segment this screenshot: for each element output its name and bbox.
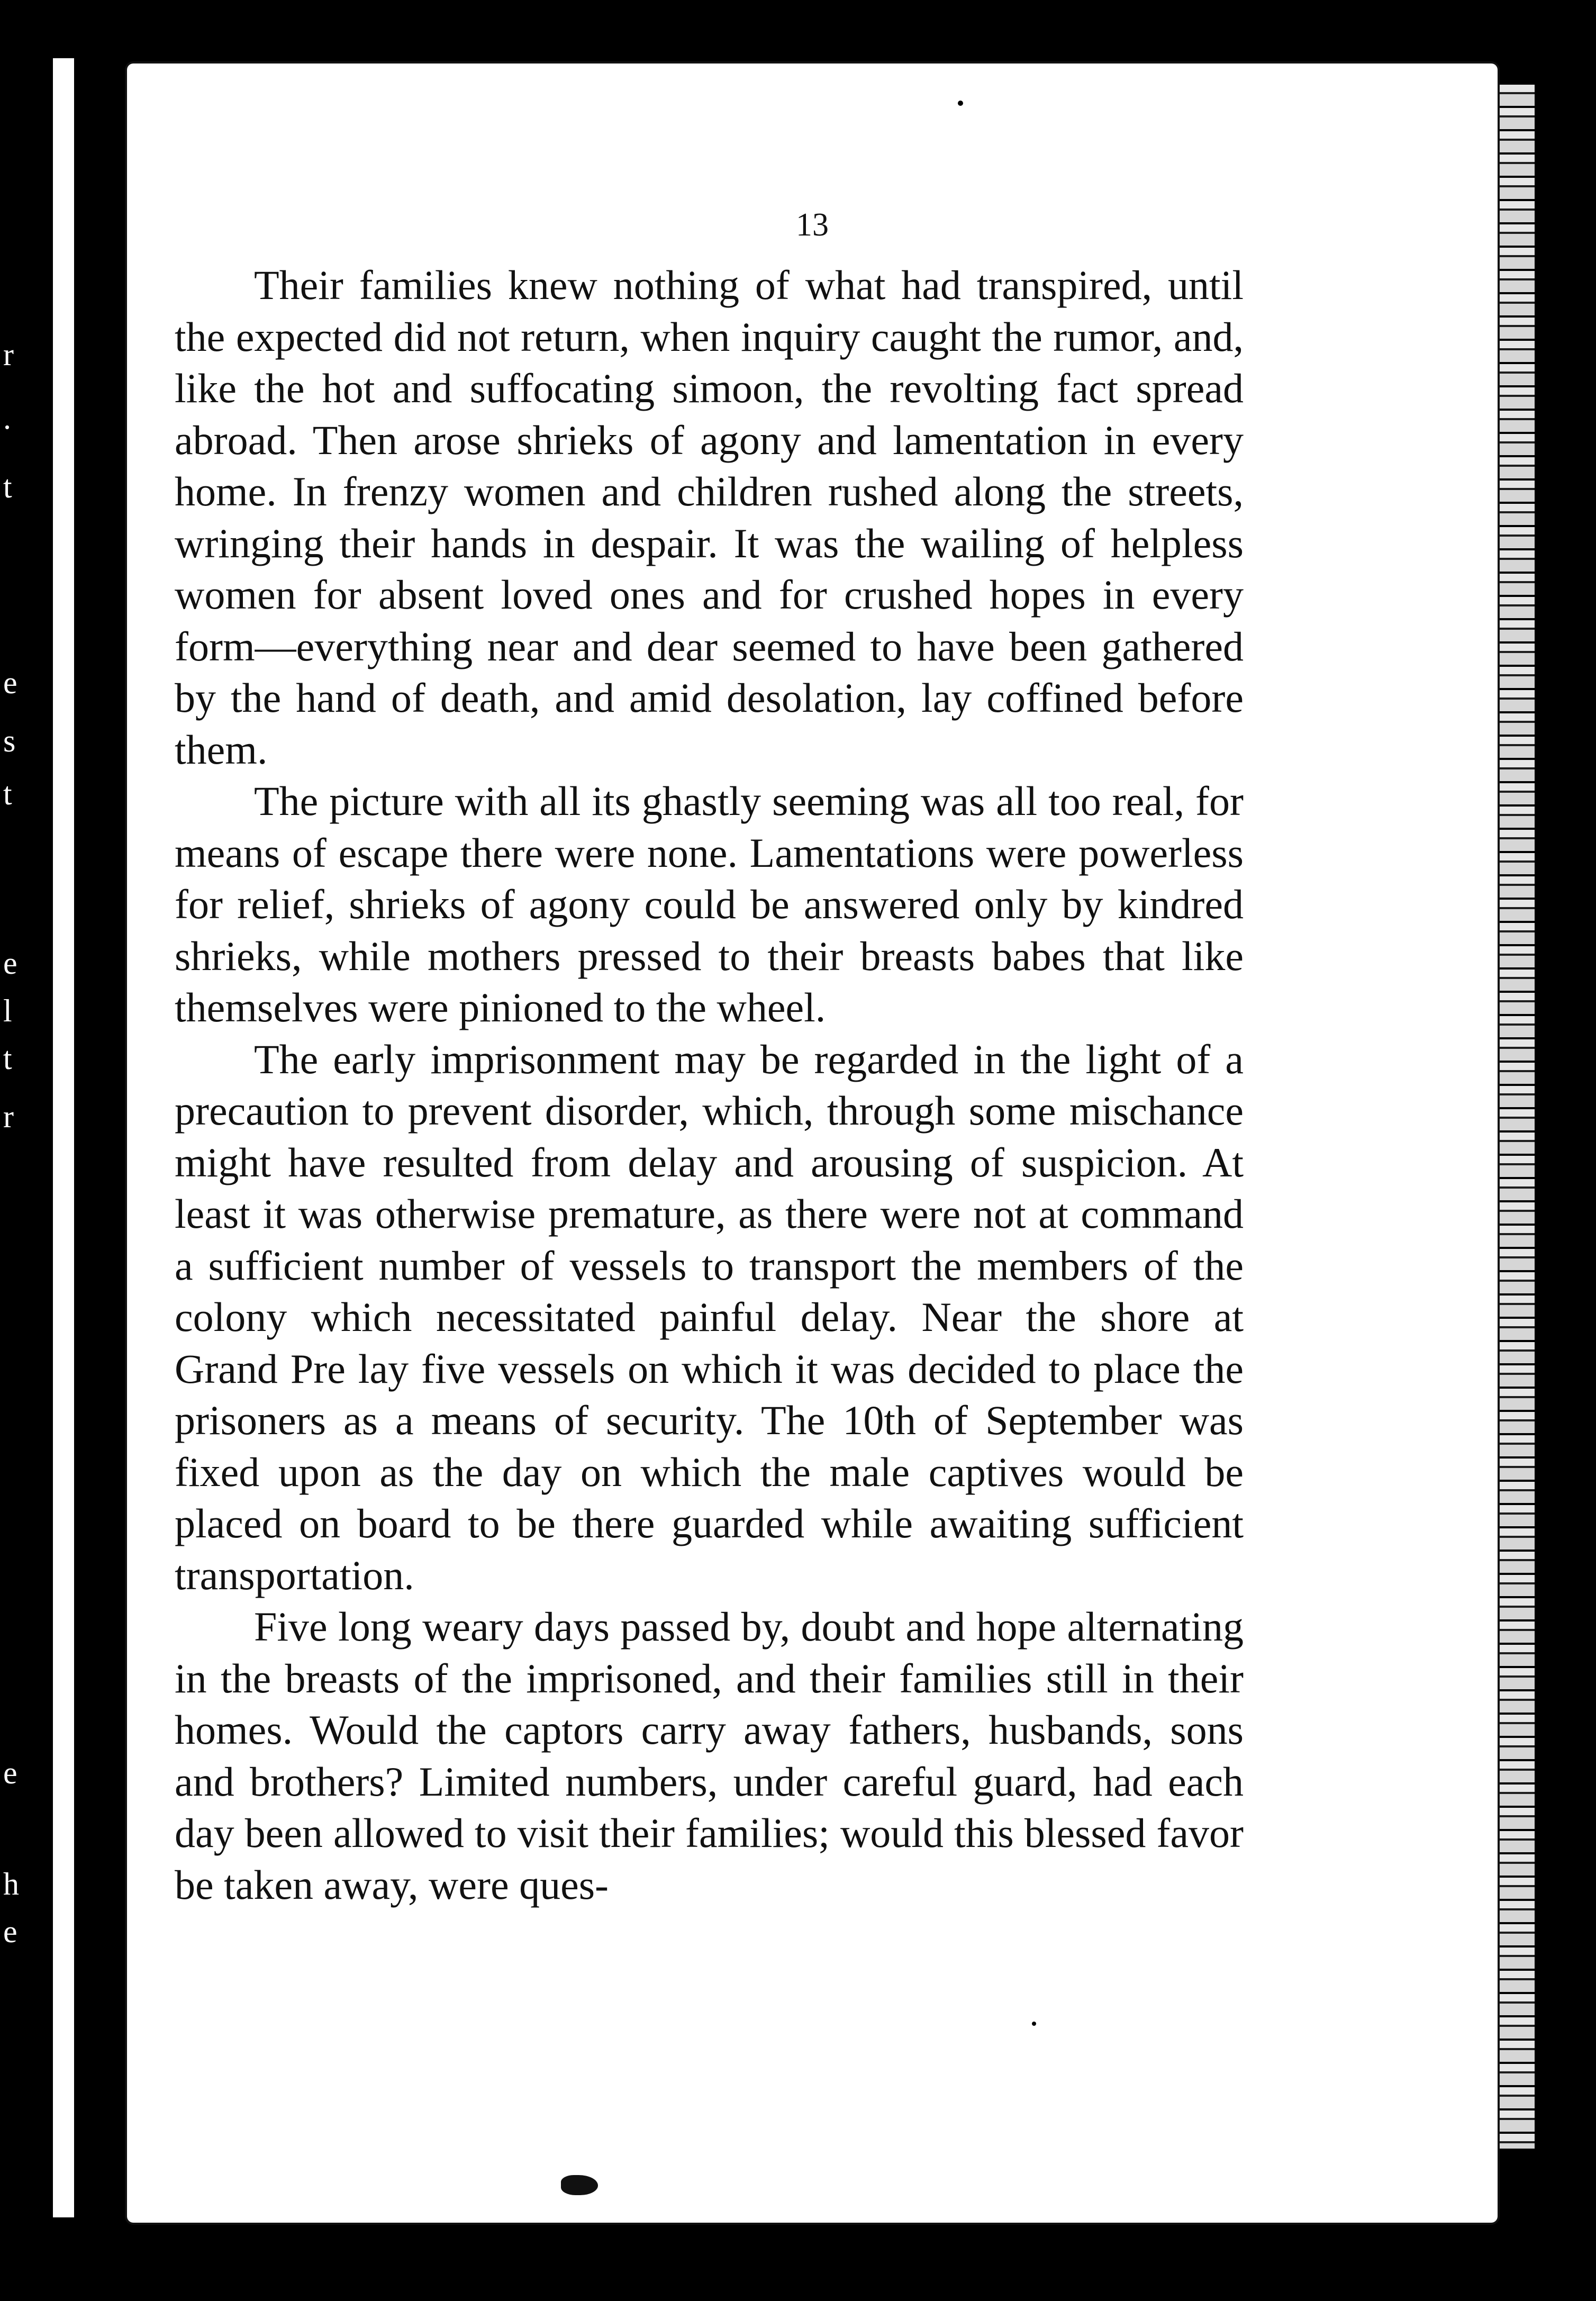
margin-letter: e <box>3 665 17 700</box>
margin-letter: r <box>3 1099 14 1134</box>
margin-letter: h <box>3 1867 19 1901</box>
page-number: 13 <box>796 207 829 243</box>
ink-speck <box>958 101 963 106</box>
paragraph: The picture with all its ghastly seeming was all too real, for means of escape there were none. Lamentations were powerless for relief, shrieks of agony could be answered only by kindred shrieks, while mothers pressed to their breasts babes that like themselves were pinioned to the wheel. <box>175 778 1244 1030</box>
margin-letter: e <box>3 1755 17 1790</box>
margin-letter: e <box>3 1914 17 1949</box>
margin-letter: s <box>3 723 16 758</box>
margin-letter: t <box>3 469 12 504</box>
margin-letter: t <box>3 776 12 811</box>
ink-blot <box>561 2175 598 2195</box>
ink-speck <box>1032 2022 1036 2026</box>
margin-letter: t <box>3 1041 12 1076</box>
margin-letter: . <box>3 401 11 436</box>
facing-page-edge <box>53 58 74 2217</box>
margin-letter: r <box>3 337 14 372</box>
paragraph: The early imprisonment may be regarded in the light of a precaution to prevent disorder, which, through some mischance might have resulted from delay and arousing of suspicion. At least it was otherwise premature, as there were not at command a sufficient number of vessels to transport the members of the colony which necessitated painful delay. Near the shore at Grand Pre lay five vessels on which it was decided to place the prisoners as a means of security. The 10th of September was fixed upon as the day on which the male captives would be placed on board to be there guarded while awaiting sufficient transportation. <box>175 1036 1244 1598</box>
book-page <box>127 64 1498 2223</box>
paragraph: Their families knew nothing of what had transpired, until the expected did not return, when inquiry caught the rumor, and, like the hot and suffocating simoon, the revolting fact spread abroad. Then arose shrieks of agony and lamentation in every home. In frenzy women and children rushed along the streets, wringing their hands in despair. It was the wailing of helpless women for absent loved ones and for crushed hopes in every form—everything near and dear seemed to have been gathered by the hand of death, and amid desolation, lay coffined before them. <box>175 262 1244 773</box>
margin-letter: l <box>3 993 12 1028</box>
page-body <box>175 259 1244 1910</box>
paragraph: Five long weary days passed by, doubt and hope alternating in the breasts of the imprisoned, and their families still in their homes. Would the captors carry away fathers, husbands, sons and brothers? Limited numbers, under careful guard, had each day been allowed to visit their families; would this blessed favor be taken away, were ques- <box>175 1604 1244 1908</box>
facing-page-letters <box>0 0 53 2301</box>
margin-letter: e <box>3 946 17 981</box>
